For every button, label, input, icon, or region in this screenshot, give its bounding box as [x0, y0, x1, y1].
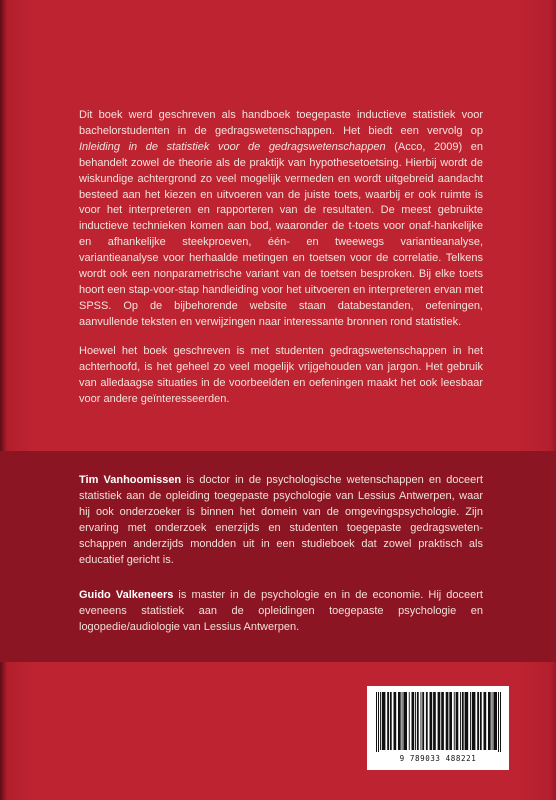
barcode-bar: [438, 692, 441, 750]
barcode-bar: [390, 692, 392, 750]
author-name-1: Tim Vanhoomissen: [79, 474, 182, 486]
barcode-digits: 9 789033 488221: [399, 754, 477, 763]
barcode-bar: [430, 692, 433, 750]
blurb-paragraph-2: Hoewel het boek geschreven is met studenten gedragswetenschappen in het achterhoofd, is het geheel zo veel mogelijk vrijgehouden van jargon. Het gebruik van alledaagse situaties in de voorbeelden en oefeningen maakt het ook leesbaar voor andere geïnteresseerden.: [79, 345, 483, 405]
spine-shadow: [0, 0, 6, 800]
barcode-guard-bar: [378, 692, 379, 752]
barcode-bar: [492, 692, 493, 750]
barcode-bar: [415, 692, 416, 750]
barcode-bar: [398, 692, 401, 750]
barcode-bar: [460, 692, 461, 750]
barcode-guard-bar: [498, 692, 499, 752]
barcode-bar: [417, 692, 419, 750]
barcode-bar: [412, 692, 415, 750]
author-name-2: Guido Valkeneers: [79, 589, 174, 601]
isbn-barcode: [367, 686, 509, 770]
author-bio-text-2: is master in de psychologie en in de economie. Hij doceert eveneens statistiek aan de opleidingen toegepaste psychologie en logopedie/audiologie van Lessius Antwerpen.: [79, 589, 483, 633]
barcode-bar: [387, 692, 389, 750]
barcode-bar: [426, 692, 428, 750]
barcode-bar: [493, 692, 497, 750]
barcode-bar: [488, 692, 491, 750]
barcode-bar: [380, 692, 381, 750]
barcode-bar: [472, 692, 476, 750]
author-bio-2: [79, 588, 483, 636]
barcode-bars: [372, 692, 504, 752]
barcode-bar: [441, 692, 444, 750]
barcode-bar: [484, 692, 487, 750]
barcode-guard-bar: [376, 692, 377, 752]
blurb-p1-post: (Acco, 2009) en behandelt zowel de theorie als de praktijk van hypothesetoetsing. Hierbij wordt de wiskundige achtergrond zo veel mogelijk vermeden en wordt uitgebreid aandacht besteed aan het kiezen en uitvoeren van de juiste toets, waarbij er ook ruimte is voor het interpreteren en rapporteren van de resultaten. De meest gebruikte inductieve technieken komen aan bod, waaronder de t-toets voor onaf-hankelijke en afhankelijke steekproeven, één- en tweewegs variantieanalyse, variantieanalyse voor herhaalde metingen en toetsen voor de correlatie. Telkens wordt ook een nonparametrische variant van de toetsen besproken. Bij elke toets hoort een stap-voor-stap handleiding voor het uitvoeren en interpreteren ervan met SPSS. Op de bijbehorende website staan databestanden, oefeningen, aanvullende teksten en verwijzingen naar interessante bronnen rond statistiek.: [79, 140, 483, 328]
barcode-bar: [449, 692, 452, 750]
barcode-guard-bar: [500, 692, 501, 752]
barcode-bar: [477, 692, 479, 750]
barcode-bar: [465, 692, 469, 750]
author-bio-1: [79, 473, 483, 568]
barcode-bar: [462, 692, 464, 750]
barcode-bar: [421, 692, 422, 750]
barcode-bar: [433, 692, 436, 750]
blurb-paragraph-1: [79, 108, 483, 331]
previous-book-title: Inleiding in de statistiek voor de gedragswetenschappen: [79, 140, 386, 153]
blurb-p1-pre: Dit boek werd geschreven als handboek toegepaste inductieve statistiek voor bachelorstudenten in de gedragswetenschappen. Het biedt een vervolg op: [79, 109, 483, 137]
barcode-bar: [394, 692, 397, 750]
barcode-bar: [382, 692, 386, 750]
barcode-bar: [454, 692, 455, 750]
barcode-bar: [456, 692, 459, 750]
barcode-bar: [403, 692, 407, 750]
barcode-bar: [409, 692, 410, 750]
barcode-bar: [470, 692, 471, 750]
barcode-bar: [480, 692, 482, 750]
barcode-bar: [446, 692, 449, 750]
barcode-bar: [402, 692, 403, 750]
author-bio-text-1: is doctor in de psychologische wetenschappen en doceert statistiek aan de opleiding toegepaste psychologie van Lessius Antwerpen, waar hij ook onderzoeker is binnen het domein van de omgevingspsychologie. Zijn ervaring met onderzoek enerzijds en studenten toegepaste gedragsweten-schappen anderzijds mondden uit in een studieboek dat zowel praktisch als educatief gericht is.: [79, 474, 483, 566]
barcode-bar: [422, 692, 424, 750]
